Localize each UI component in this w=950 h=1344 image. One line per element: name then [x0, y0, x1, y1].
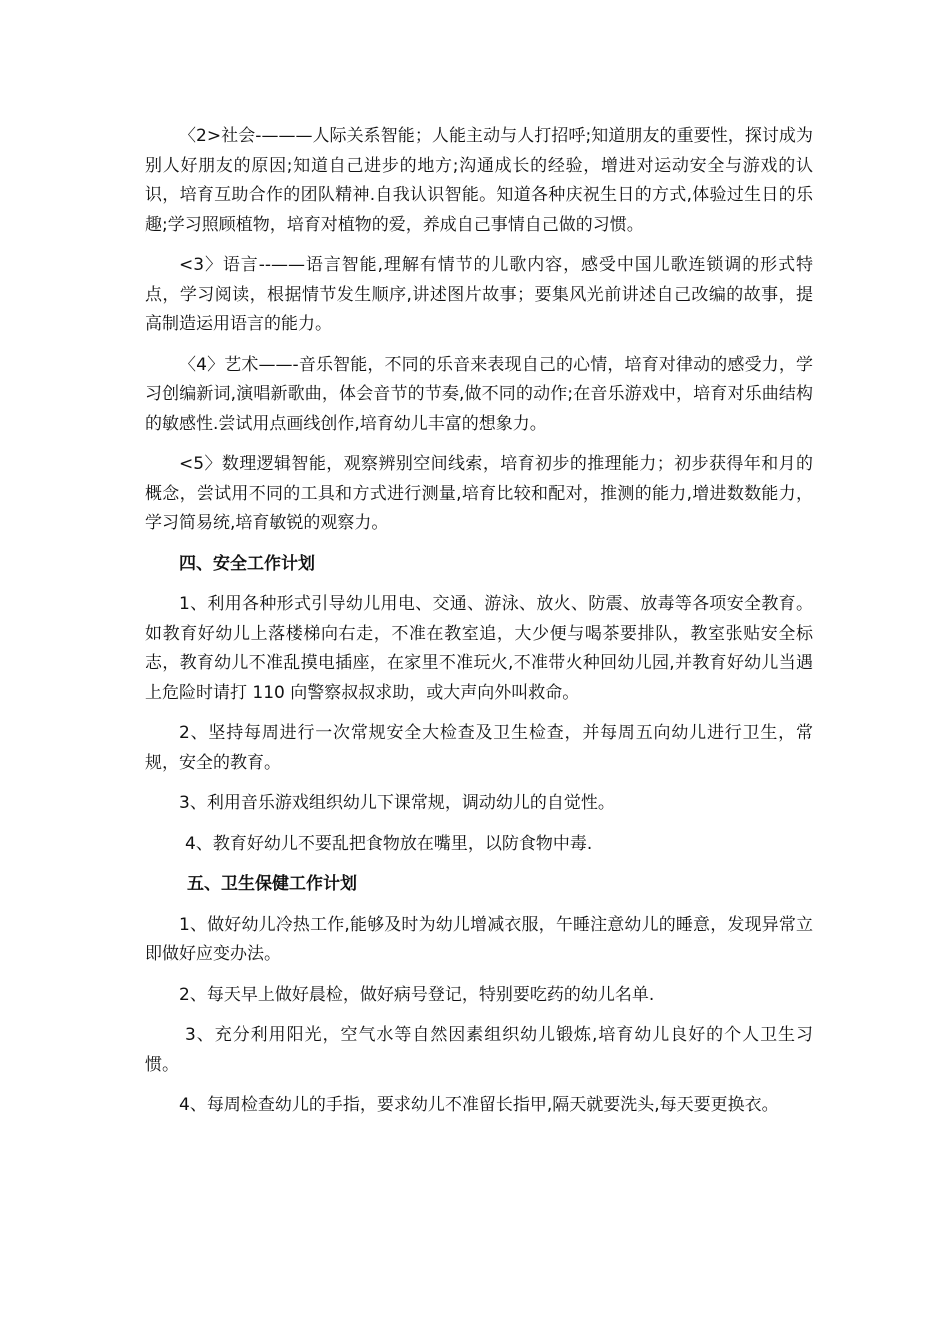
health-item-4: 4、每周检查幼儿的手指，要求幼儿不准留长指甲,隔天就要洗头,每天要更换衣。 — [179, 1095, 779, 1115]
paragraph-social: 〈2>社会-———人际关系智能；人能主动与人打招呼;知道朋友的重要性，探讨成为别人好朋友的原因;知道自己进步的地方;沟通成长的经验，增进对运动安全与游戏的认识，培育互助合作的团队精神.自我认识智能。知道各种庆祝生日的方式,体验过生日的乐趣;学习照顾植物，培育对植物的爱，养成自己事情自己做的习惯。 — [145, 126, 813, 235]
paragraph-math: <5〉数理逻辑智能，观察辨别空间线索，培育初步的推理能力；初步获得年和月的概念，尝试用不同的工具和方式进行测量,培育比较和配对，推测的能力,增进数数能力，学习简易统,培育敏锐的观察力。 — [145, 454, 813, 533]
safety-item-1: 1、利用各种形式引导幼儿用电、交通、游泳、放火、防震、放毒等各项安全教育。如教育好幼儿上落楼梯向右走，不准在教室追，大少便与喝茶要排队，教室张贴安全标志，教育幼儿不准乱摸电插座，在家里不准玩火,不准带火种回幼儿园,并教育好幼儿当遇上危险时请打 110 向警察叔叔求助，或大声向外叫救命。 — [145, 594, 813, 703]
health-item-3: 3、充分利用阳光，空气水等自然因素组织幼儿锻炼,培育幼儿良好的个人卫生习惯。 — [145, 1025, 813, 1075]
paragraph-art: 〈4〉艺术——-音乐智能，不同的乐音来表现自己的心情，培育对律动的感受力，学习创编新词,演唱新歌曲，体会音节的节奏,做不同的动作;在音乐游戏中，培育对乐曲结构的敏感性.尝试用点画线创作,培育幼儿丰富的想象力。 — [145, 354, 813, 434]
health-item-1: 1、做好幼儿冷热工作,能够及时为幼儿增减衣服，午睡注意幼儿的睡意，发现异常立即做好应变办法。 — [145, 914, 813, 964]
safety-item-2: 2、坚持每周进行一次常规安全大检查及卫生检查，并每周五向幼儿进行卫生，常规，安全的教育。 — [145, 723, 813, 773]
paragraph-language: <3〉语言--——语言智能,理解有情节的儿歌内容，感受中国儿歌连锁调的形式特点，学习阅读，根据情节发生顺序,讲述图片故事；要集风光前讲述自己改编的故事，提高制造运用语言的能力。 — [145, 255, 813, 334]
section-heading-safety: 四、安全工作计划 — [179, 553, 315, 574]
safety-item-3: 3、利用音乐游戏组织幼儿下课常规，调动幼儿的自觉性。 — [179, 793, 615, 813]
health-item-2: 2、每天早上做好晨检，做好病号登记，特别要吃药的幼儿名单. — [179, 984, 655, 1005]
safety-item-4: 4、教育好幼儿不要乱把食物放在嘴里，以防食物中毒. — [185, 833, 593, 854]
document-page — [145, 122, 813, 1132]
section-heading-health: 五、卫生保健工作计划 — [187, 874, 357, 894]
